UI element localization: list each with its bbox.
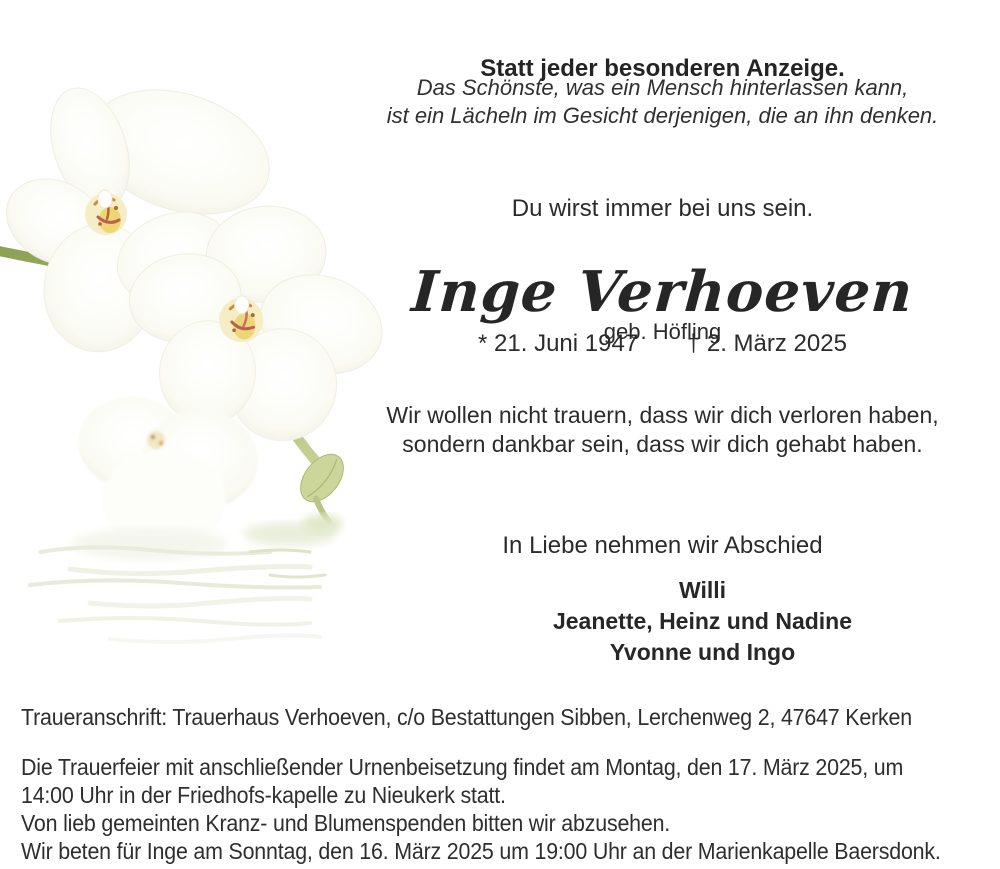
death-date: † 2. März 2025 xyxy=(686,330,847,357)
funeral-info-line-2: 14:00 Uhr in der Friedhofs-kapelle zu Nieukerk statt. xyxy=(21,782,506,808)
verse-line-1: Wir wollen nicht trauern, dass wir dich verloren haben, xyxy=(386,402,939,428)
memorial-quote xyxy=(325,74,1000,130)
notice-header: Statt jeder besonderen Anzeige. xyxy=(480,55,845,82)
mourner-name: Yvonne und Ingo xyxy=(609,639,796,665)
mourner-name: Willi xyxy=(678,577,727,603)
dedication-line: Du wirst immer bei uns sein. xyxy=(511,195,814,222)
quote-line-1: Das Schönste, was ein Mensch hinterlassen kann, xyxy=(416,75,909,100)
mourning-verse xyxy=(325,401,1000,459)
prayer-note: Wir beten für Inge am Sonntag, den 16. März 2025 um 19:00 Uhr an der Marienkapelle Baersdonk. xyxy=(21,838,941,864)
mourner-name: Jeanette, Heinz und Nadine xyxy=(552,608,853,634)
maiden-name: geb. Höfling xyxy=(603,319,722,344)
farewell-line: In Liebe nehmen wir Abschied xyxy=(502,532,823,559)
mourners-list xyxy=(325,575,1000,668)
water-reflection xyxy=(30,514,342,642)
funeral-info-line-1: Die Trauerfeier mit anschließender Urnenbeisetzung findet am Montag, den 17. März 2025, um xyxy=(21,754,904,780)
verse-line-2: sondern dankbar sein, dass wir dich gehabt haben. xyxy=(402,431,923,457)
deceased-name: Inge Verhoeven xyxy=(409,258,916,325)
birth-date: * 21. Juni 1947 xyxy=(478,330,639,357)
quote-line-2: ist ein Lächeln im Gesicht derjenigen, die an ihn denken. xyxy=(386,103,939,128)
mourning-address: Traueranschrift: Trauerhaus Verhoeven, c/o Bestattungen Sibben, Lerchenweg 2, 47647 Kerken xyxy=(21,704,912,730)
donation-note: Von lieb gemeinten Kranz- und Blumenspenden bitten wir abzusehen. xyxy=(21,810,671,836)
life-dates xyxy=(325,330,1000,358)
